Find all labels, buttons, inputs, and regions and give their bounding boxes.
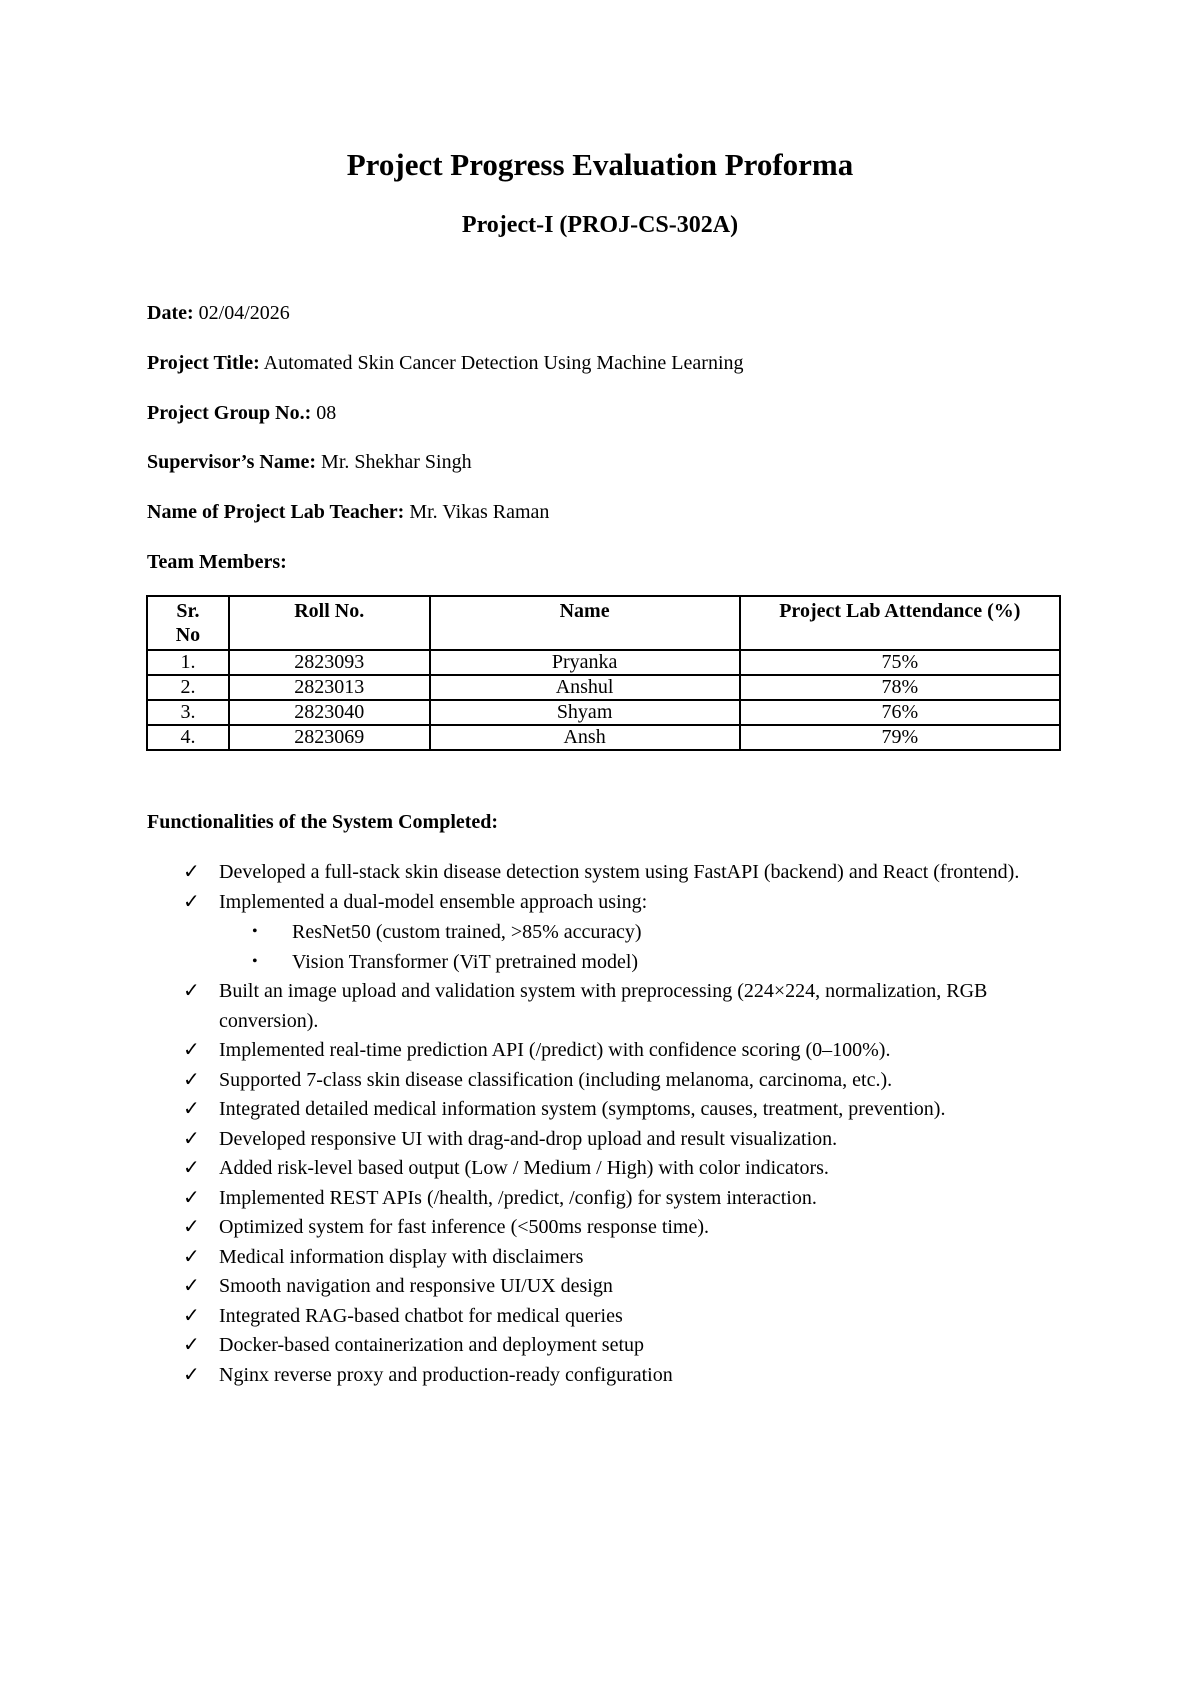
- list-item: [0, 1243, 1200, 1273]
- list-item-text: Implemented real-time prediction API (/predict) with confidence scoring (0–100%).: [219, 1039, 891, 1061]
- list-item: [0, 1095, 1200, 1125]
- lab-teacher-value: Mr. Vikas Raman: [404, 501, 550, 523]
- cell-sr-no: 4.: [147, 725, 229, 750]
- group-number-value: 08: [311, 402, 337, 424]
- cell-roll-no: 2823040: [229, 700, 430, 725]
- list-item-text: Smooth navigation and responsive UI/UX design: [219, 1275, 613, 1297]
- cell-sr-no: 3.: [147, 700, 229, 725]
- column-header-name: Name: [430, 596, 740, 650]
- lab-teacher-field: [147, 499, 549, 525]
- checkmark-icon: ✓: [183, 1068, 200, 1091]
- checkmark-icon: ✓: [183, 1127, 200, 1150]
- team-members-field: [147, 549, 287, 575]
- checkmark-icon: ✓: [183, 861, 200, 883]
- list-item-text: Added risk-level based output (Low / Medium / High) with color indicators.: [219, 1157, 829, 1179]
- bullet-icon: •: [252, 953, 258, 970]
- sub-list-item: [219, 947, 1040, 977]
- list-item: [0, 858, 1200, 888]
- checkmark-icon: ✓: [183, 980, 200, 1002]
- list-item: [0, 1272, 1200, 1302]
- checkmark-icon: ✓: [183, 1363, 200, 1386]
- cell-attendance: 78%: [740, 675, 1060, 700]
- supervisor-label: Supervisor’s Name:: [147, 451, 317, 473]
- checkmark-icon: ✓: [183, 890, 200, 913]
- column-header-attendance: Project Lab Attendance (%): [740, 596, 1060, 650]
- cell-name: Pryanka: [430, 650, 740, 675]
- checkmark-icon: ✓: [183, 1157, 200, 1179]
- checkmark-icon: ✓: [183, 1098, 200, 1120]
- supervisor-value: Mr. Shekhar Singh: [316, 451, 472, 473]
- list-item-text: Supported 7-class skin disease classification (including melanoma, carcinoma, etc.).: [219, 1068, 893, 1091]
- list-item-text: Integrated detailed medical information system (symptoms, causes, treatment, prevention).: [219, 1098, 946, 1120]
- page-subtitle: Project-I (PROJ-CS-302A): [461, 212, 739, 238]
- lab-teacher-label: Name of Project Lab Teacher:: [147, 501, 405, 523]
- list-item: [0, 1066, 1200, 1096]
- cell-name: Anshul: [430, 675, 740, 700]
- cell-attendance: 79%: [740, 725, 1060, 750]
- list-item: [0, 1036, 1200, 1066]
- checkmark-icon: ✓: [183, 1334, 200, 1356]
- list-item-text: Medical information display with disclaimers: [219, 1245, 584, 1268]
- list-item: [0, 1125, 1200, 1155]
- list-item-text: Developed responsive UI with drag-and-drop upload and result visualization.: [219, 1127, 838, 1150]
- list-item: [0, 1361, 1200, 1391]
- functionalities-heading: Functionalities of the System Completed:: [147, 811, 499, 833]
- list-item-text: Built an image upload and validation system with preprocessing (224×224, normalization, RGB conversion).: [219, 980, 988, 1032]
- column-header-sr-no: Sr. No: [147, 596, 229, 650]
- functionalities-list: [0, 858, 1200, 1390]
- table-row: [147, 675, 1060, 700]
- cell-name: Ansh: [430, 725, 740, 750]
- team-members-label: Team Members:: [147, 551, 287, 573]
- list-item-text: Integrated RAG-based chatbot for medical queries: [219, 1304, 623, 1327]
- list-item: [0, 1184, 1200, 1214]
- project-title-label: Project Title:: [147, 352, 260, 374]
- column-header-roll-no: Roll No.: [229, 596, 430, 650]
- sub-list-item-text: ResNet50 (custom trained, >85% accuracy): [292, 921, 642, 943]
- list-item-text: Docker-based containerization and deployment setup: [219, 1334, 644, 1356]
- checkmark-icon: ✓: [183, 1275, 200, 1297]
- group-number-label: Project Group No.:: [147, 402, 312, 424]
- cell-sr-no: 2.: [147, 675, 229, 700]
- checkmark-icon: ✓: [183, 1245, 200, 1268]
- table-header-row: [147, 596, 1060, 650]
- list-item: [0, 1154, 1200, 1184]
- table-row: [147, 700, 1060, 725]
- table-row: [147, 650, 1060, 675]
- list-item-text: Nginx reverse proxy and production-ready configuration: [219, 1363, 673, 1386]
- team-members-table: [146, 595, 1061, 751]
- list-item: [0, 888, 1200, 978]
- checkmark-icon: ✓: [183, 1186, 200, 1209]
- group-number-field: [147, 400, 336, 426]
- list-item-text: Implemented REST APIs (/health, /predict, /config) for system interaction.: [219, 1186, 817, 1209]
- page-title: Project Progress Evaluation Proforma: [346, 147, 854, 182]
- list-item: [0, 977, 1200, 1036]
- checkmark-icon: ✓: [183, 1039, 200, 1061]
- checkmark-icon: ✓: [183, 1304, 200, 1327]
- list-item-text: Developed a full-stack skin disease detection system using FastAPI (backend) and React (frontend).: [219, 861, 1020, 883]
- date-field: [147, 300, 290, 326]
- date-value: 02/04/2026: [193, 302, 290, 324]
- cell-sr-no: 1.: [147, 650, 229, 675]
- bullet-icon: •: [252, 923, 258, 940]
- checkmark-icon: ✓: [183, 1216, 200, 1238]
- cell-attendance: 75%: [740, 650, 1060, 675]
- supervisor-field: [147, 449, 472, 475]
- sub-list-item: [219, 917, 1040, 947]
- cell-attendance: 76%: [740, 700, 1060, 725]
- cell-roll-no: 2823069: [229, 725, 430, 750]
- date-label: Date:: [147, 302, 194, 324]
- cell-roll-no: 2823093: [229, 650, 430, 675]
- sub-list: [219, 917, 1040, 977]
- list-item: [0, 1213, 1200, 1243]
- list-item-text: Implemented a dual-model ensemble approach using:: [219, 890, 648, 913]
- list-item: [0, 1302, 1200, 1332]
- table-row: [147, 725, 1060, 750]
- cell-roll-no: 2823013: [229, 675, 430, 700]
- project-title-value: Automated Skin Cancer Detection Using Machine Learning: [259, 352, 744, 374]
- sub-list-item-text: Vision Transformer (ViT pretrained model): [292, 951, 639, 973]
- list-item-text: Optimized system for fast inference (<500ms response time).: [219, 1216, 710, 1238]
- list-item: [0, 1331, 1200, 1361]
- project-title-field: [147, 350, 744, 376]
- cell-name: Shyam: [430, 700, 740, 725]
